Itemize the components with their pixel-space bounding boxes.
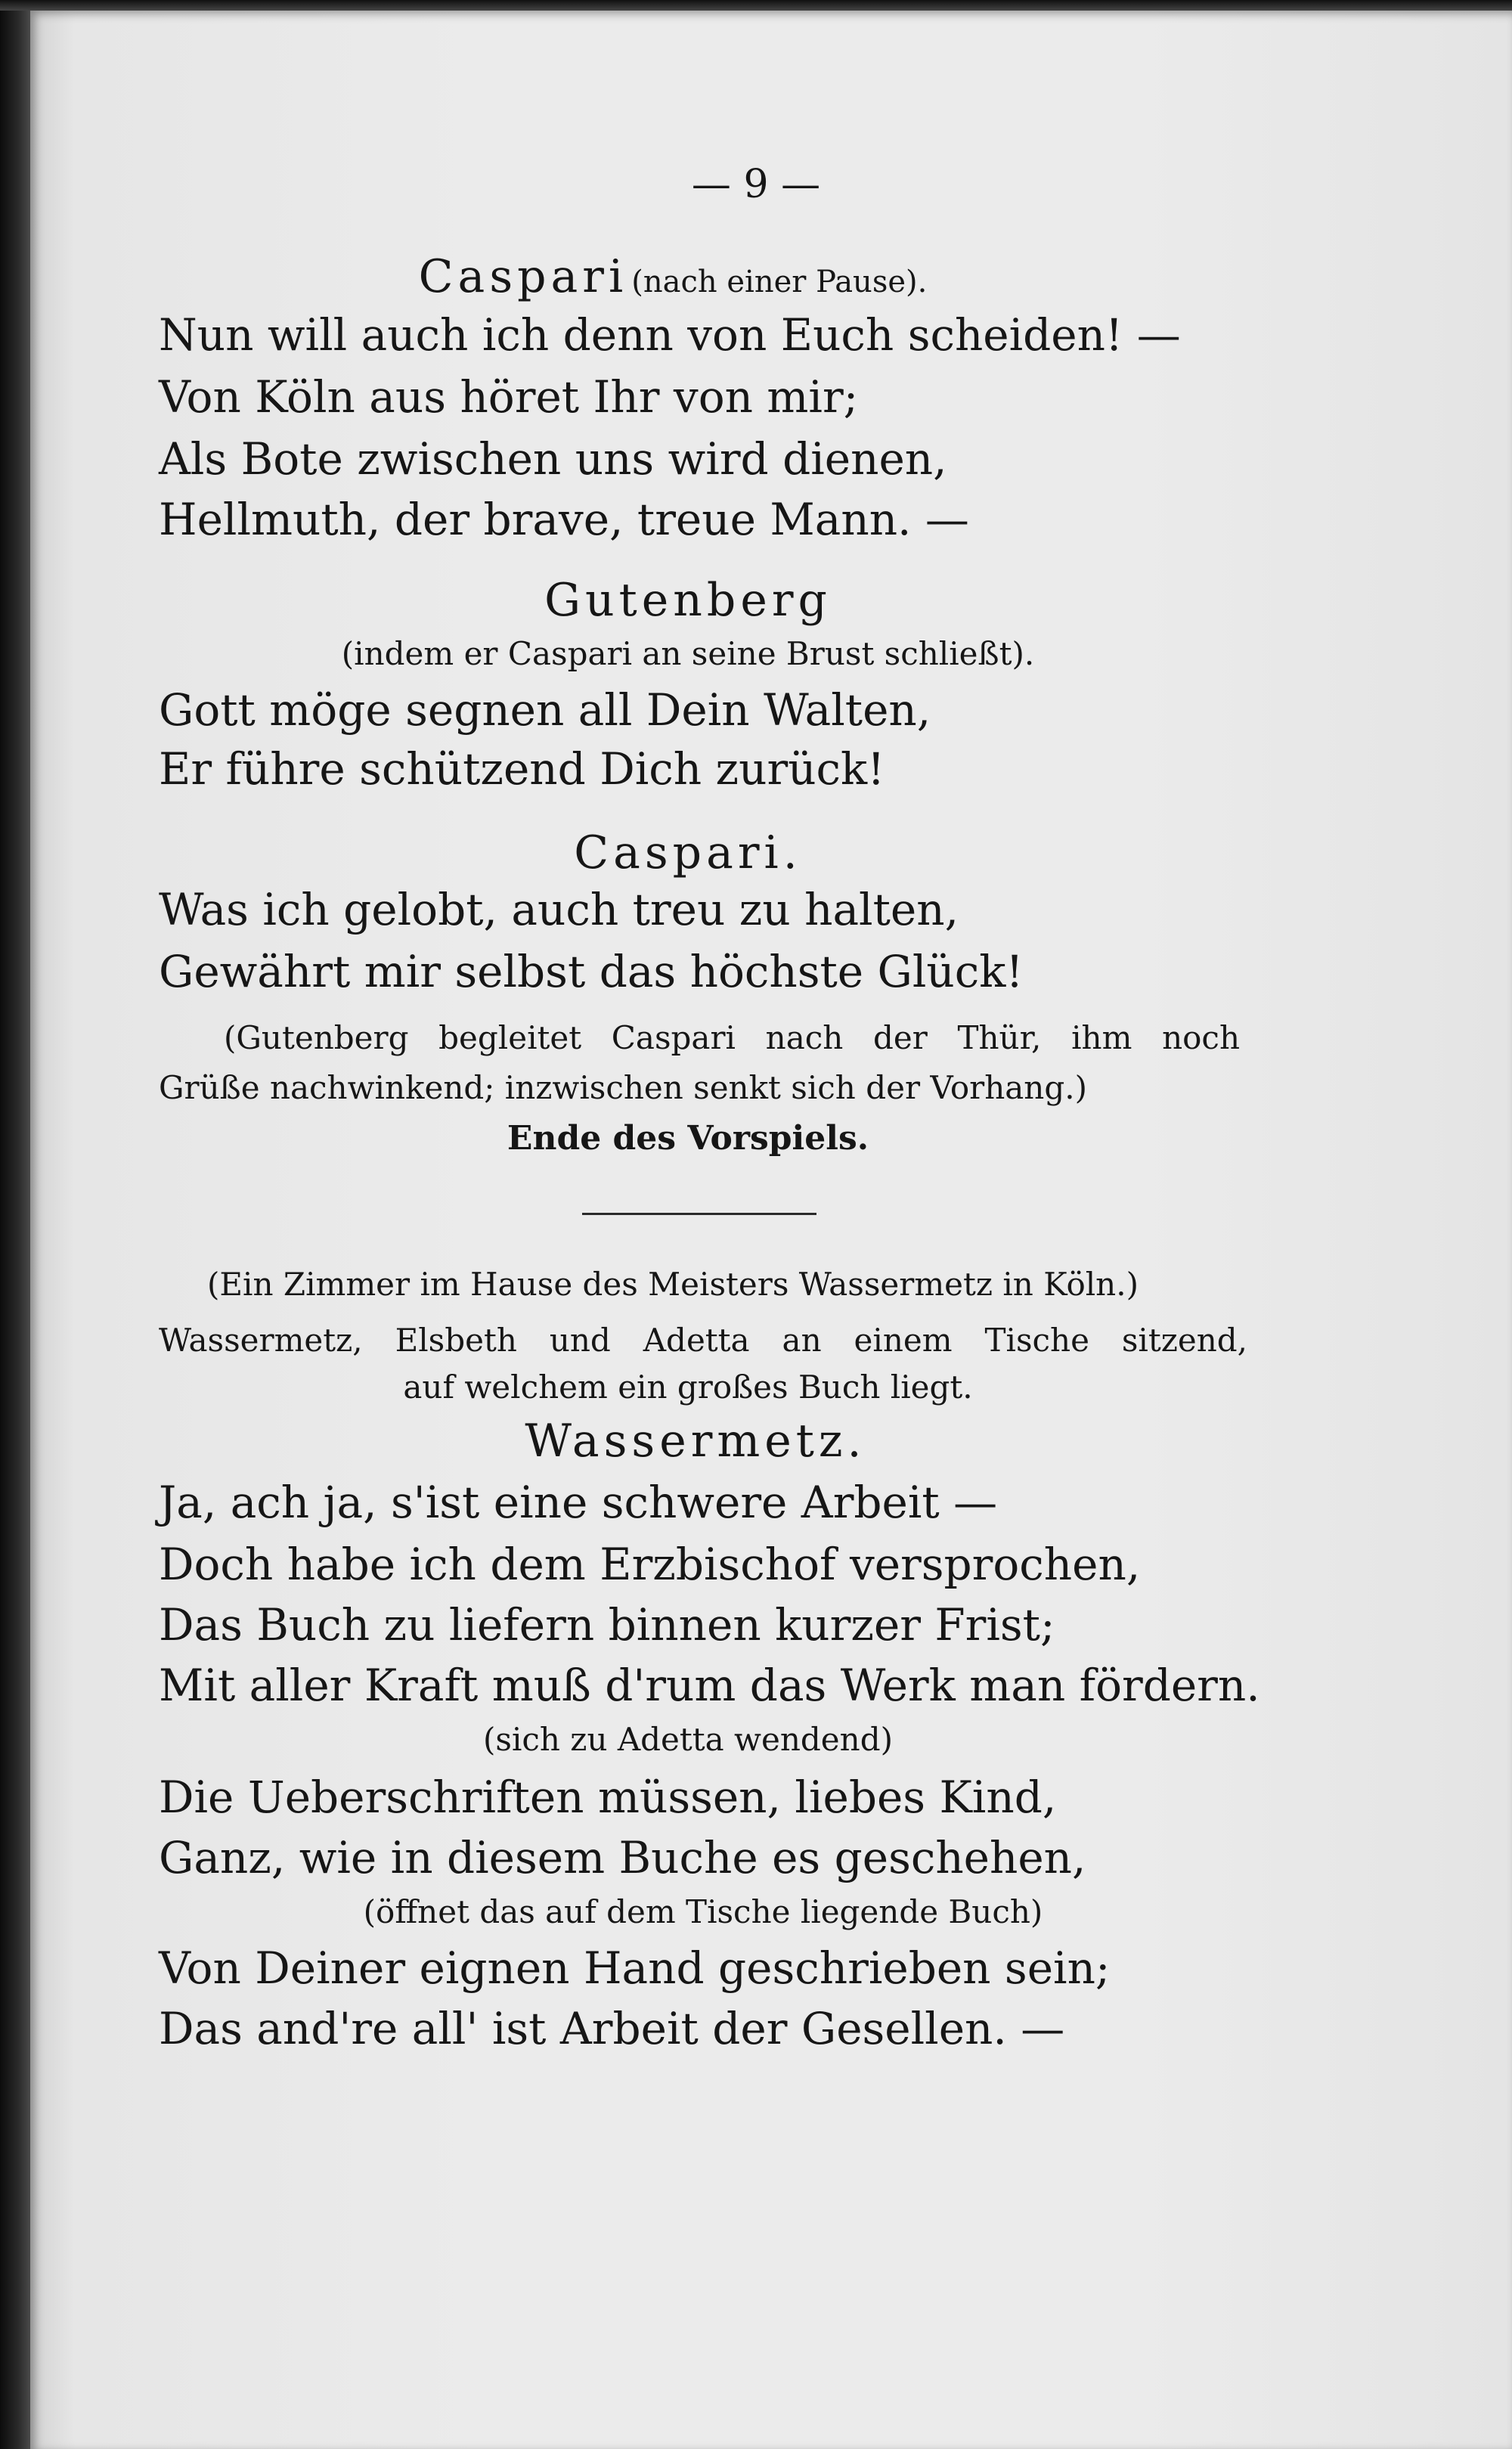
speaker-heading-caspari <box>0 250 1429 303</box>
verse-line: Hellmuth, der brave, treue Mann. — <box>159 494 969 545</box>
verse-line: Ganz, wie in diesem Buche es geschehen, <box>159 1832 1086 1883</box>
verse-line: Das Buch zu liefern binnen kurzer Frist; <box>159 1599 1055 1651</box>
verse-line: Was ich gelobt, auch treu zu halten, <box>159 884 959 935</box>
verse-line: Gewährt mir selbst das höchste Glück! <box>159 946 1024 997</box>
verse-line: Er führe schützend Dich zurück! <box>159 743 885 795</box>
stage-direction: (öffnet das auf dem Tische liegende Buch) <box>363 1893 1043 1930</box>
scene-characters: Wassermetz, Elsbeth und Adetta an einem Tische sitzend, <box>159 1322 1247 1359</box>
scene-setting: (Ein Zimmer im Hause des Meisters Wassermetz in Köln.) <box>207 1266 1139 1303</box>
verse-line: Als Bote zwischen uns wird dienen, <box>159 433 947 485</box>
stage-direction: (indem er Caspari an seine Brust schließt). <box>341 635 1035 672</box>
speaker-name: Caspari. <box>574 826 802 879</box>
stage-direction: (nach einer Pause). <box>631 265 928 299</box>
verse-line: Von Köln aus höret Ihr von mir; <box>159 371 859 423</box>
verse-line: Doch habe ich dem Erzbischof versprochen, <box>159 1539 1141 1590</box>
stage-direction: (Gutenberg begleitet Caspari nach der Thür, ihm noch <box>224 1019 1240 1056</box>
section-divider <box>582 1213 816 1215</box>
stage-direction: (sich zu Adetta wendend) <box>483 1721 893 1758</box>
verse-line: Die Ueberschriften müssen, liebes Kind, <box>159 1772 1057 1823</box>
page-number: — 9 — <box>691 162 821 207</box>
verse-line: Mit aller Kraft muß d'rum das Werk man fördern. <box>159 1660 1260 1711</box>
scan-left-border <box>0 0 30 2449</box>
verse-line: Nun will auch ich denn von Euch scheiden! — <box>159 309 1181 361</box>
end-of-prelude: Ende des Vorspiels. <box>507 1119 869 1158</box>
speaker-name: Wassermetz. <box>525 1415 866 1468</box>
scan-top-border <box>0 0 1512 11</box>
stage-direction: Grüße nachwinkend; inzwischen senkt sich der Vorhang.) <box>159 1069 1087 1106</box>
verse-line: Ja, ach ja, s'ist eine schwere Arbeit — <box>159 1477 998 1528</box>
verse-line: Das and're all' ist Arbeit der Gesellen. — <box>159 2003 1065 2054</box>
speaker-name: Gutenberg <box>544 574 832 627</box>
verse-line: Von Deiner eignen Hand geschrieben sein; <box>159 1942 1111 1994</box>
verse-line: Gott möge segnen all Dein Walten, <box>159 684 931 736</box>
speaker-name: Caspari <box>418 250 628 303</box>
scene-characters: auf welchem ein großes Buch liegt. <box>403 1369 973 1406</box>
